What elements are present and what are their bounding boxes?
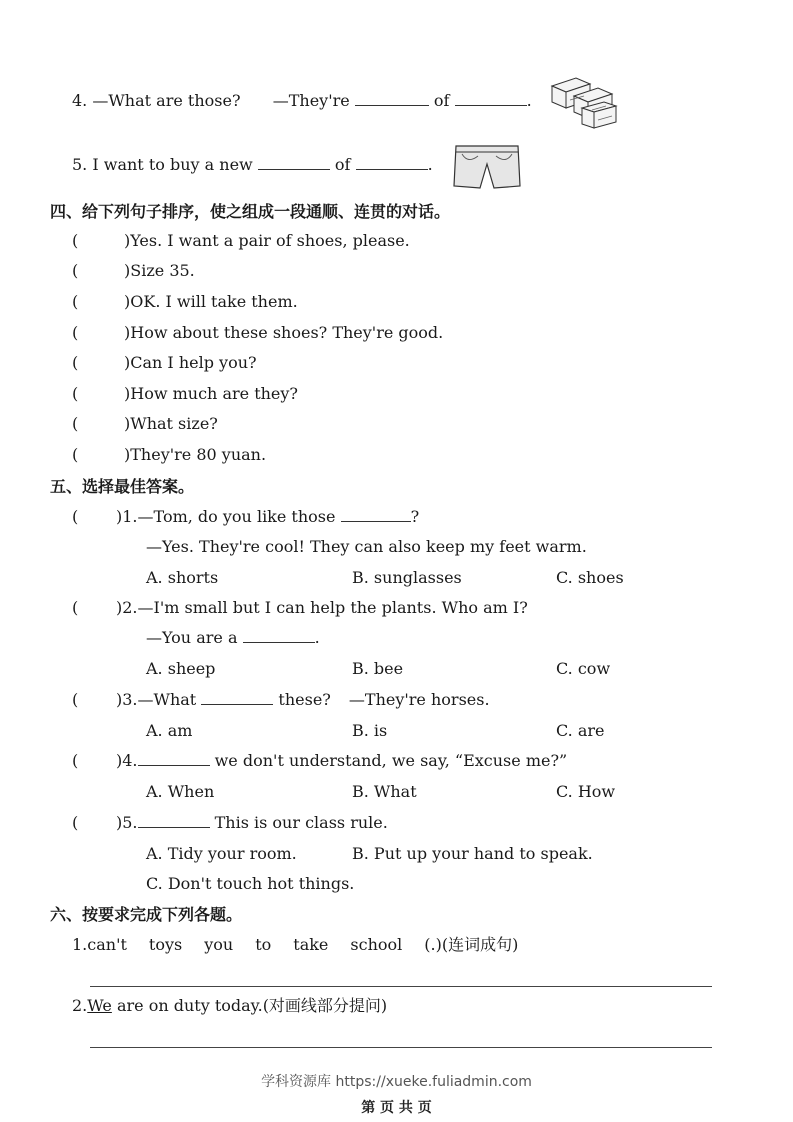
q4-number: 4.: [122, 751, 138, 770]
q4-row: 4. —What are those? —They're of .: [72, 91, 532, 110]
q3-question-end: these?: [278, 690, 331, 709]
paren-close: ): [124, 353, 131, 372]
q2-blank[interactable]: [243, 628, 315, 643]
part5-title: 五、选择最佳答案。: [50, 477, 195, 496]
part6-q1: [72, 934, 518, 956]
q2-option-b[interactable]: B. bee: [352, 659, 404, 678]
q4-answer-start: —They're: [272, 91, 350, 110]
paren-close: ): [124, 261, 131, 280]
paren-close: ): [124, 445, 131, 464]
q1-question-end: ?: [410, 507, 420, 526]
q4-blank-1[interactable]: [355, 91, 429, 106]
q5-blank[interactable]: [138, 813, 210, 828]
q4-option-c[interactable]: C. How: [556, 782, 616, 801]
q1-number: 1.: [122, 507, 138, 526]
q4-question: —What are those?: [92, 91, 241, 110]
part4-item-1: [72, 230, 410, 252]
part4-title: 四、给下列句子排序，使之组成一段通顺、连贯的对话。: [50, 202, 451, 221]
footer-watermark: 学科资源库 https://xueke.fuliadmin.com: [261, 1074, 532, 1090]
p6q1-word: to: [255, 935, 272, 954]
q3-option-c[interactable]: C. are: [556, 721, 605, 740]
p6q1-word: can't: [87, 935, 127, 954]
q3-number: 3.: [122, 690, 138, 709]
q2-option-c[interactable]: C. cow: [556, 659, 611, 678]
paren-close: ): [116, 751, 123, 770]
q5-blank-1[interactable]: [258, 155, 330, 170]
q2-number: 2.: [122, 598, 138, 617]
paren-open: (: [72, 690, 79, 709]
paren-open: (: [72, 231, 79, 250]
p6q1-instruction: (.)(连词成句): [424, 935, 519, 954]
q2-question: —I'm small but I can help the plants. Who am I?: [137, 598, 528, 617]
part6-title: 六、按要求完成下列各题。: [50, 905, 243, 924]
part4-item-7: [72, 413, 218, 435]
part6-q2: [72, 995, 387, 1017]
shorts-image: [452, 142, 522, 190]
paren-open: (: [72, 292, 79, 311]
p6q2-underlined-word: We: [87, 996, 112, 1015]
p6q1-word: take: [293, 935, 329, 954]
paren-close: ): [116, 813, 123, 832]
paren-open: (: [72, 384, 79, 403]
part4-item-2: [72, 260, 195, 282]
paren-close: ): [124, 414, 131, 433]
part4-item-6: [72, 383, 298, 405]
part4-item-5: [72, 352, 257, 374]
q1-blank[interactable]: [341, 507, 411, 522]
part4-item-8: [72, 444, 266, 466]
part4-line: OK. I will take them.: [130, 292, 298, 311]
q3-blank[interactable]: [201, 690, 273, 705]
q4-question: we don't understand, we say, “Excuse me?”: [214, 751, 568, 770]
part4-item-3: [72, 291, 298, 313]
p6q2-sentence: are on duty today.: [116, 996, 263, 1015]
q5-option-b[interactable]: B. Put up your hand to speak.: [352, 844, 593, 863]
q2-reply-end: .: [314, 628, 320, 647]
q5-number: 5.: [72, 155, 88, 174]
part4-item-4: [72, 322, 443, 344]
p6q1-word: toys: [148, 935, 183, 954]
q1-option-a[interactable]: A. shorts: [146, 568, 219, 587]
paren-close: ): [116, 690, 123, 709]
q1-option-b[interactable]: B. sunglasses: [352, 568, 462, 587]
part5-q1: [72, 506, 419, 528]
part5-q2: [72, 597, 528, 619]
q4-option-b[interactable]: B. What: [352, 782, 417, 801]
p6q1-number: 1.: [72, 935, 88, 954]
p6q2-instruction: (对画线部分提问): [262, 996, 388, 1015]
q5-row: 5. I want to buy a new of .: [72, 155, 433, 174]
q3-reply: —They're horses.: [348, 690, 490, 709]
q5-option-a[interactable]: A. Tidy your room.: [146, 844, 297, 863]
q5-option-c[interactable]: C. Don't touch hot things.: [146, 874, 355, 893]
p6q1-word: you: [204, 935, 234, 954]
q1-question: —Tom, do you like those: [137, 507, 336, 526]
q5-number: 5.: [122, 813, 138, 832]
q1-option-c[interactable]: C. shoes: [556, 568, 624, 587]
q3-question: —What: [137, 690, 197, 709]
paren-close: ): [116, 598, 123, 617]
paren-open: (: [72, 598, 79, 617]
q2-reply: [146, 627, 320, 649]
q4-blank[interactable]: [138, 751, 210, 766]
part4-line: How about these shoes? They're good.: [130, 323, 444, 342]
paren-open: (: [72, 507, 79, 526]
paren-close: ): [116, 507, 123, 526]
q3-option-a[interactable]: A. am: [146, 721, 193, 740]
p6q2-answer-line[interactable]: [90, 1047, 712, 1048]
paren-close: ): [124, 323, 131, 342]
paren-open: (: [72, 445, 79, 464]
paren-open: (: [72, 353, 79, 372]
p6q1-answer-line[interactable]: [90, 986, 712, 987]
part4-line: Can I help you?: [130, 353, 257, 372]
q2-reply-text: —You are a: [146, 628, 238, 647]
part4-line: How much are they?: [130, 384, 299, 403]
q2-option-a[interactable]: A. sheep: [146, 659, 216, 678]
q5-question: This is our class rule.: [214, 813, 388, 832]
paren-open: (: [72, 751, 79, 770]
q5-of: of: [334, 155, 351, 174]
p6q2-number: 2.: [72, 996, 88, 1015]
q1-reply: —Yes. They're cool! They can also keep my feet warm.: [146, 537, 587, 556]
q5-text: I want to buy a new: [92, 155, 253, 174]
paren-open: (: [72, 261, 79, 280]
part4-line: Size 35.: [130, 261, 195, 280]
q4-number: 4.: [72, 91, 88, 110]
paren-open: (: [72, 414, 79, 433]
paren-open: (: [72, 813, 79, 832]
q4-of: of: [433, 91, 450, 110]
p6q1-word: school: [350, 935, 403, 954]
part5-q5: [72, 812, 388, 834]
q4-blank-2[interactable]: [455, 91, 527, 106]
page-number: 第 页 共 页: [361, 1100, 432, 1116]
q3-option-b[interactable]: B. is: [352, 721, 388, 740]
part4-line: They're 80 yuan.: [130, 445, 267, 464]
q5-blank-2[interactable]: [356, 155, 428, 170]
paren-open: (: [72, 323, 79, 342]
tissue-boxes-image: [546, 72, 620, 130]
paren-close: ): [124, 292, 131, 311]
paren-close: ): [124, 231, 131, 250]
q4-option-a[interactable]: A. When: [146, 782, 215, 801]
part5-q3: [72, 689, 490, 711]
part5-q4: [72, 750, 567, 772]
part4-line: What size?: [130, 414, 218, 433]
part4-line: Yes. I want a pair of shoes, please.: [130, 231, 410, 250]
paren-close: ): [124, 384, 131, 403]
